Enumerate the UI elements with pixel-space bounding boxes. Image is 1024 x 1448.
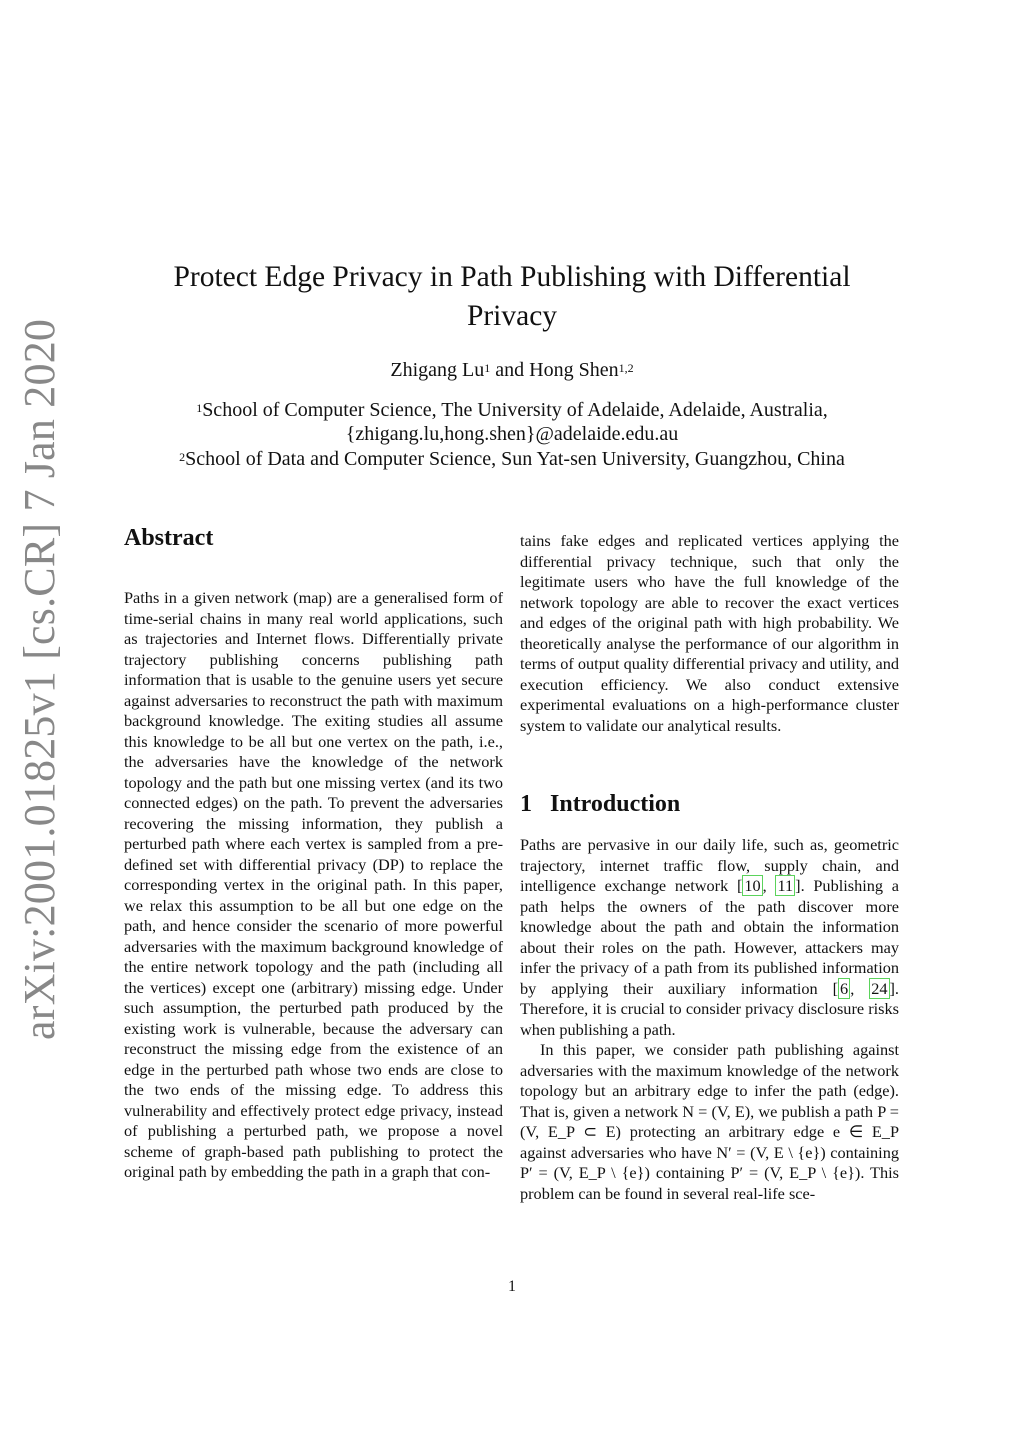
author-email: {zhigang.lu,hong.shen}@adelaide.edu.au [345, 423, 679, 445]
authors-and: and [495, 359, 525, 381]
citation-10[interactable]: 10 [744, 876, 761, 895]
intro-p1-b: ]. Publishing a path helps the owners of the path discover more knowledge about the path and obtain the information about their roles on the path. However, attackers may infer the privacy of a path from its published information by applying their auxiliary information [ [520, 876, 899, 998]
abstract-text-right: tains fake edges and replicated vertices applying the differential privacy technique, such that only the legitimate users who have the full knowledge of the network topology are able to recover the exact vertices and edges of the original path with high probability. We theoretically analyse the performance of our algorithm in terms of output quality differential privacy and utility, and execution efficiency. We also conduct extensive experimental evaluations on a high-performance cluster system to validate our analytical results. [520, 531, 899, 735]
abstract-text-left: Paths in a given network (map) are a generalised form of time-serial chains in many real world applications, such as trajectories and Internet flows. Differentially private trajectory publishing concerns publishing path information that is usable to the genuine users yet secure against adversaries to reconstruct the path with maximum background knowledge. The exiting studies all assume this knowledge to be all but one vertex on the path, i.e., the adversaries have the knowledge of the network topology and the path but one missing vertex (and its two connected edges) on the path. To prevent the adversaries recovering the missing information, they publish a perturbed path where each vertex is sampled from a pre-defined set with differential privacy (DP) to replace the corresponding vertex in the original path. In this paper, we relax this assumption to be all but one edge on the path, and hence consider the scenario of more powerful adversaries with the maximum background knowledge of the entire network topology and the path (including all the vertices) except one (arbitrary) missing edge. Under such assumption, the perturbed path produced by the existing work is vulnerable, because the adversary can reconstruct the missing edge from the existence of an edge in the perturbed path whose two ends are close to the two ends of the missing edge. To address this vulnerability and effectively protect edge privacy, instead of publishing a perturbed path, we propose a novel scheme of graph-based path publishing to protect the original path by embedding the path in a graph that con- [124, 588, 503, 1181]
intro-p1-c: ]. Therefore, it is crucial to consider privacy disclosure risks when publishing a path. [520, 978, 899, 1039]
affiliation-2 [110, 447, 914, 471]
authors-line [140, 357, 884, 383]
intro-sep-2: , [850, 978, 870, 998]
citation-6[interactable]: 6 [840, 978, 849, 998]
affiliation-2-sup: 2 [179, 450, 186, 464]
arxiv-stamp: arXiv:2001.01825v1 [cs.CR] 7 Jan 2020 [15, 318, 64, 1040]
intro-paragraph-2: In this paper, we consider path publishing against adversaries with the maximum knowledge of the network topology but an arbitrary edge to infer the path (edge). That is, given a network N = (V, E), we publish a path P = (V, E_P ⊂ E) protecting an arbitrary edge e ∈ E_P against adversaries who have N′ = (V, E \ {e}) containing P′ = (V, E_P \ {e}) containing P′ = (V, E_P \ {e}). This problem can be found in several real-life sce- [520, 1040, 899, 1203]
intro-heading [520, 789, 680, 819]
paper-title: Protect Edge Privacy in Path Publishing with Differential Privacy [173, 261, 851, 332]
intro-paragraph-1 [520, 835, 899, 1040]
affiliation-1-sup: 1 [196, 401, 203, 415]
author-1-sup: 1 [484, 361, 491, 375]
author-1: Zhigang Lu [390, 359, 485, 381]
affiliation-2-text: School of Data and Computer Science, Sun Yat-sen University, Guangzhou, China [185, 448, 845, 470]
intro-title: Introduction [550, 791, 681, 817]
citation-11[interactable]: 11 [777, 876, 794, 895]
intro-number: 1 [520, 791, 532, 817]
right-column [520, 531, 899, 736]
page-number: 1 [508, 1278, 516, 1295]
affiliation-1-text: School of Computer Science, The University of Adelaide, Adelaide, Australia, [202, 399, 828, 421]
affiliation-1 [110, 398, 914, 422]
intro-p1-a: Paths are pervasive in our daily life, such as, geometric trajectory, internet traffic flow, supply chain, and intelligence exchange network [ [520, 835, 899, 895]
abstract-heading: Abstract [124, 525, 214, 551]
intro-body [520, 835, 899, 1204]
author-2: Hong Shen [529, 359, 619, 381]
abstract-left-column [124, 588, 503, 1183]
citation-24[interactable]: 24 [871, 978, 888, 998]
author-2-sup: 1,2 [618, 361, 634, 375]
intro-sep-1: , [762, 876, 776, 895]
